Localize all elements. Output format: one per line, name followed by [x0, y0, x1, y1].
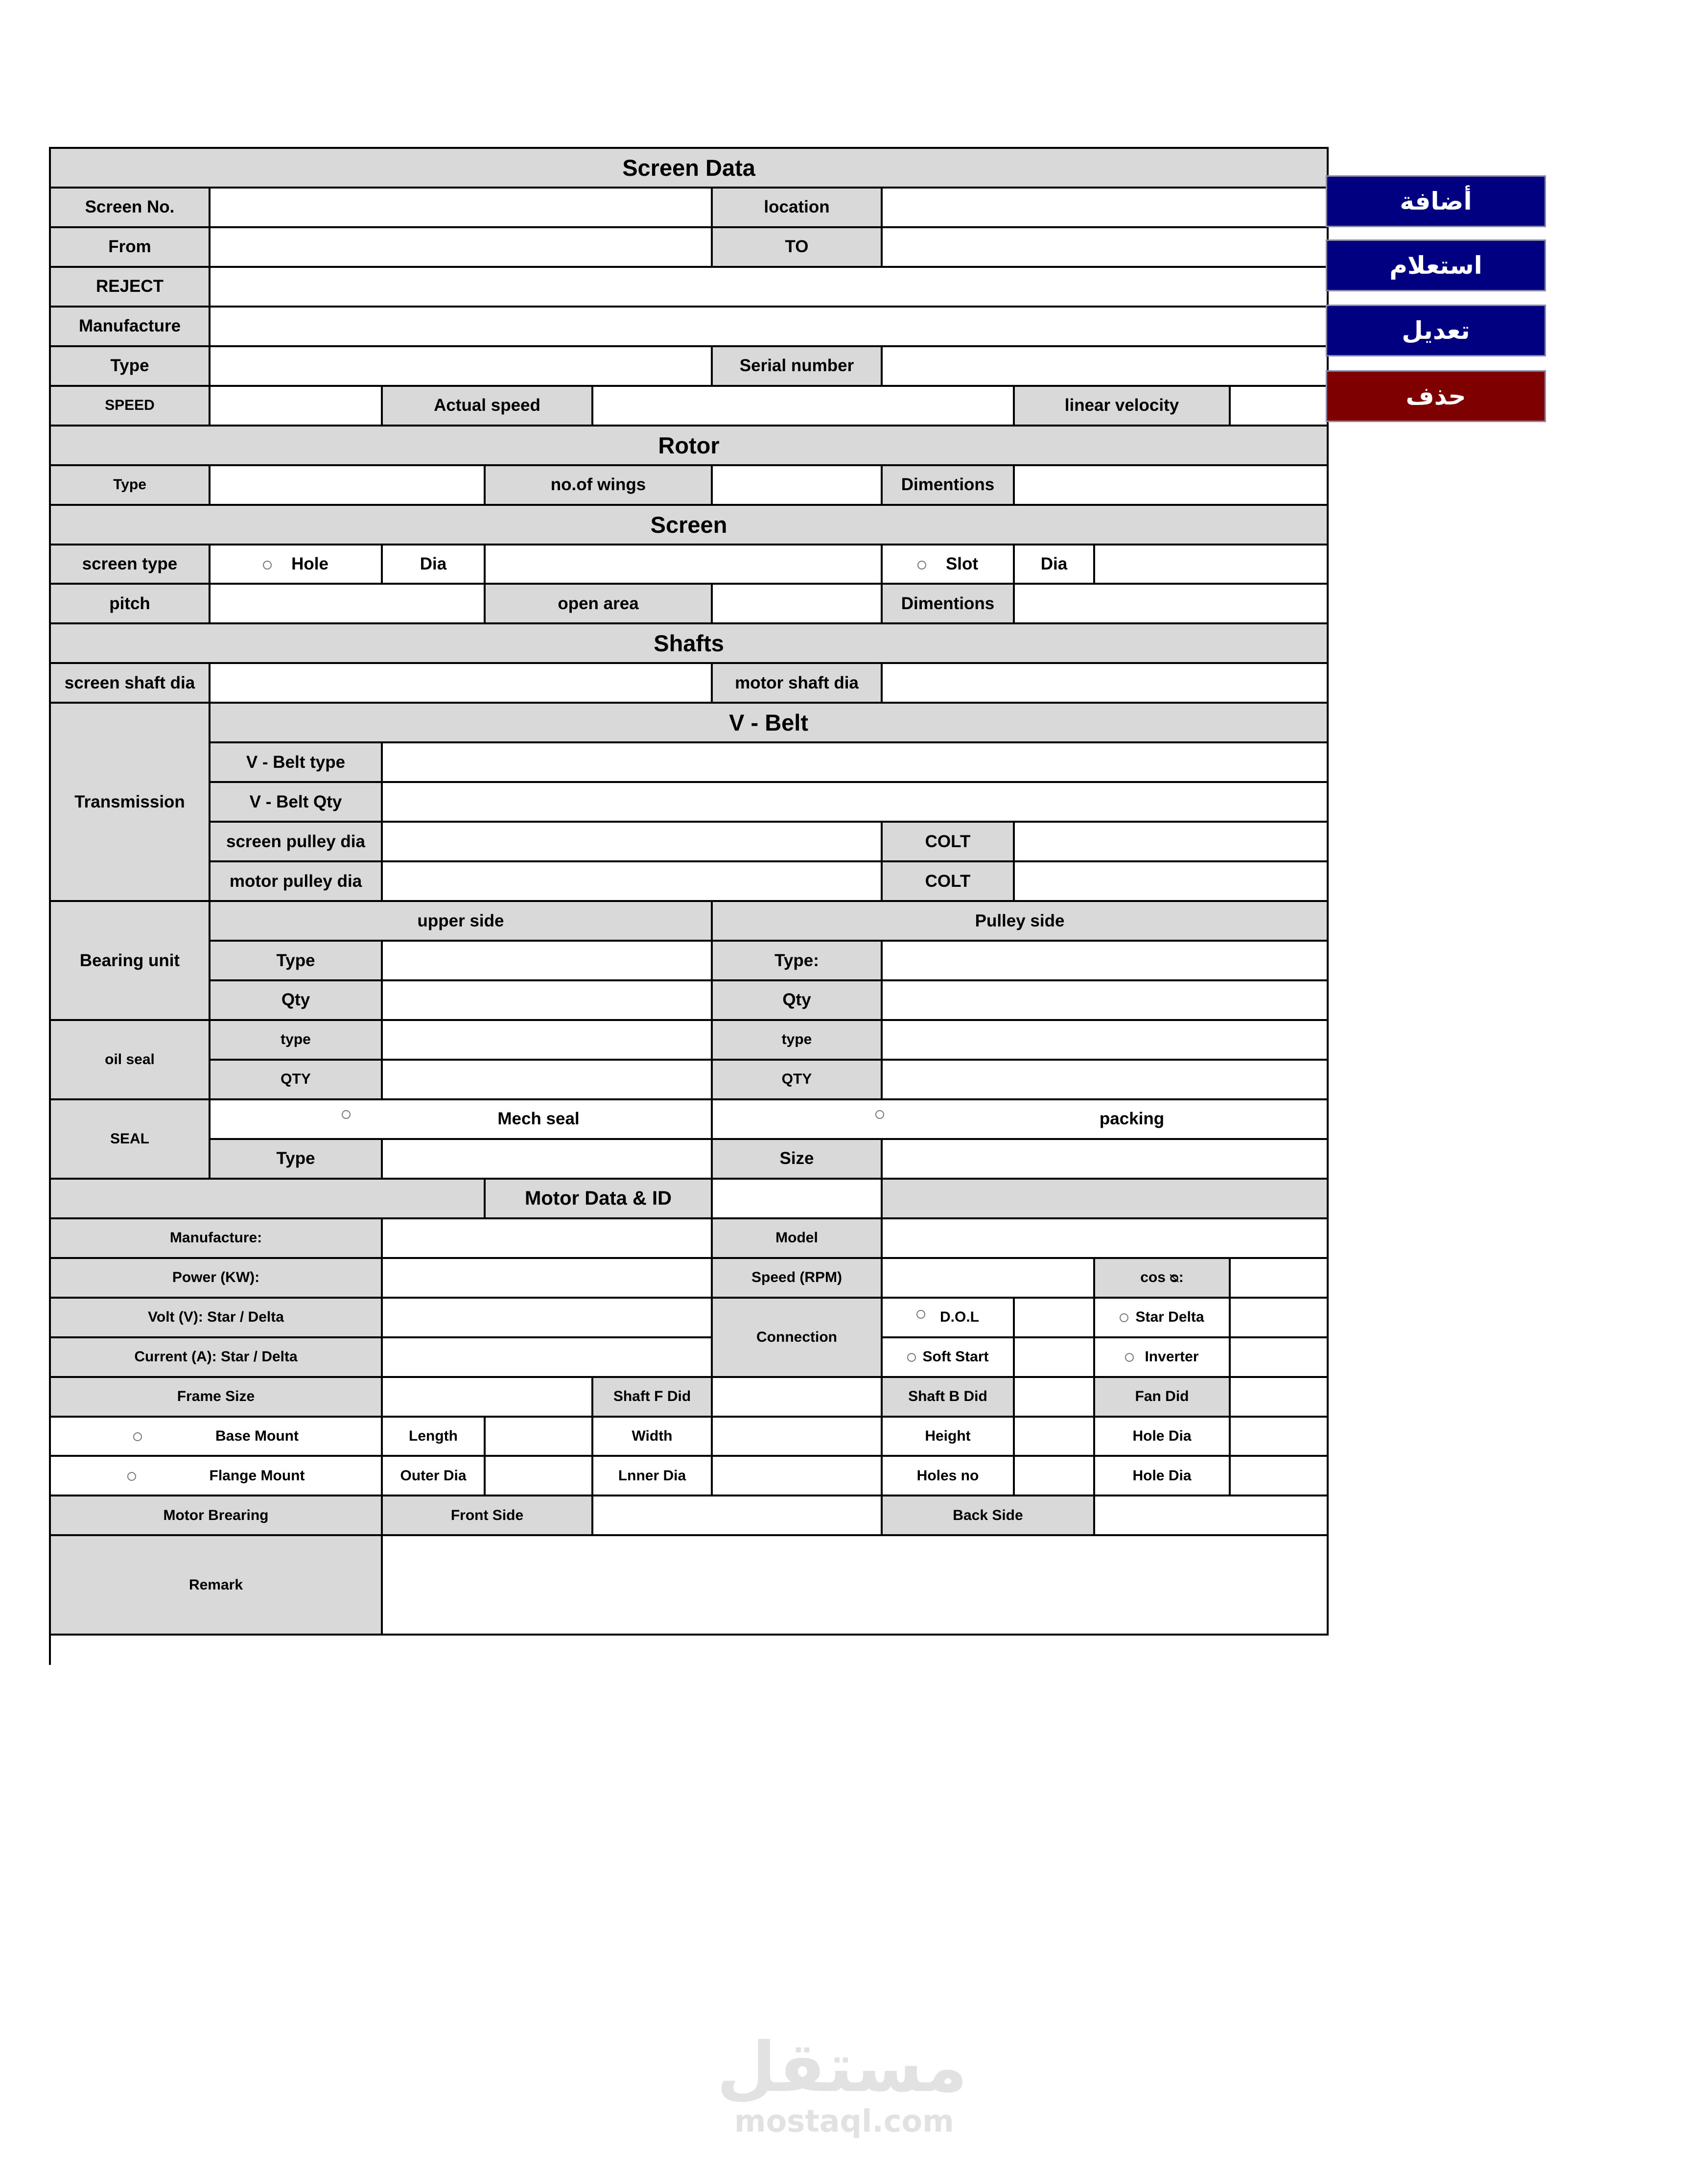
from-label: From — [50, 227, 210, 267]
screen-pulley-colt-input[interactable] — [1014, 822, 1328, 861]
holes-no-input[interactable] — [1014, 1456, 1094, 1496]
cos-label: cos ᴓ: — [1094, 1258, 1230, 1298]
motor-pulley-dia-label: motor pulley dia — [210, 861, 382, 901]
pulley-side-label: Pulley side — [712, 901, 1328, 941]
v-belt-type-input[interactable] — [382, 742, 1328, 782]
upper-oil-seal-qty-input[interactable] — [382, 1060, 712, 1099]
motor-model-input[interactable] — [882, 1218, 1328, 1258]
actual-speed-label: Actual speed — [382, 386, 592, 426]
open-area-label: open area — [485, 584, 712, 623]
flange-hole-dia-label: Hole Dia — [1094, 1456, 1230, 1496]
length-label: Length — [382, 1417, 485, 1456]
motor-shaft-dia-label: motor shaft dia — [712, 663, 882, 703]
base-mount-radio[interactable] — [133, 1432, 142, 1441]
slot-dia-input[interactable] — [1094, 545, 1328, 584]
base-hole-dia-input[interactable] — [1230, 1417, 1328, 1456]
inverter-option[interactable] — [1094, 1337, 1230, 1377]
soft-start-label: Soft Start — [922, 1349, 989, 1365]
flange-hole-dia-input[interactable] — [1230, 1456, 1328, 1496]
star-delta-input[interactable] — [1230, 1298, 1328, 1337]
volt-input[interactable] — [382, 1298, 712, 1337]
seal-type-input[interactable] — [382, 1139, 712, 1179]
no-of-wings-label: no.of wings — [485, 465, 712, 505]
mech-seal-label: Mech seal — [497, 1109, 580, 1129]
screen-shaft-dia-input[interactable] — [210, 663, 712, 703]
pulley-bearing-type-input[interactable] — [882, 941, 1328, 980]
soft-start-input[interactable] — [1014, 1337, 1094, 1377]
frame-size-label: Frame Size — [50, 1377, 382, 1417]
seal-size-input[interactable] — [882, 1139, 1328, 1179]
front-side-input[interactable] — [592, 1496, 882, 1535]
open-area-input[interactable] — [712, 584, 882, 623]
serial-number-input[interactable] — [882, 346, 1328, 386]
rotor-type-input[interactable] — [210, 465, 485, 505]
speed-label: SPEED — [50, 386, 210, 426]
mech-seal-radio[interactable] — [342, 1110, 351, 1119]
volt-label: Volt (V): Star / Delta — [50, 1298, 382, 1337]
flange-mount-option[interactable] — [50, 1456, 382, 1496]
height-input[interactable] — [1014, 1417, 1094, 1456]
speed-rpm-label: Speed (RPM) — [712, 1258, 882, 1298]
shaft-b-did-label: Shaft B Did — [882, 1377, 1014, 1417]
v-belt-heading: V - Belt — [210, 703, 1328, 742]
page-left-edge — [49, 1626, 51, 1665]
slot-radio[interactable] — [917, 561, 926, 570]
type-label: Type — [50, 346, 210, 386]
pulley-oil-seal-qty-label: QTY — [712, 1060, 882, 1099]
back-side-label: Back Side — [882, 1496, 1094, 1535]
motor-model-label: Model — [712, 1218, 882, 1258]
inverter-radio[interactable] — [1125, 1353, 1134, 1362]
pulley-bearing-type-label: Type: — [712, 941, 882, 980]
hole-dia-label: Dia — [382, 545, 485, 584]
base-mount-option[interactable] — [50, 1417, 382, 1456]
packing-label: packing — [1099, 1109, 1165, 1129]
form-title: Screen Data — [50, 148, 1328, 188]
cos-input[interactable] — [1230, 1258, 1328, 1298]
hole-dia-input[interactable] — [485, 545, 882, 584]
screen-type-label: screen type — [50, 545, 210, 584]
location-input[interactable] — [882, 188, 1328, 227]
hole-radio[interactable] — [263, 561, 272, 570]
dol-input[interactable] — [1014, 1298, 1094, 1337]
flange-mount-radio[interactable] — [127, 1472, 136, 1481]
rotor-dimentions-label: Dimentions — [882, 465, 1014, 505]
v-belt-qty-input[interactable] — [382, 782, 1328, 822]
dol-label: D.O.L — [940, 1309, 979, 1326]
slot-option[interactable] — [882, 545, 1014, 584]
dol-radio[interactable] — [916, 1310, 925, 1319]
upper-oil-seal-type-input[interactable] — [382, 1020, 712, 1060]
holes-no-label: Holes no — [882, 1456, 1014, 1496]
screen-pulley-dia-input[interactable] — [382, 822, 882, 861]
screen-data-form — [49, 147, 1329, 1636]
no-of-wings-input[interactable] — [712, 465, 882, 505]
seal-label: SEAL — [50, 1099, 210, 1179]
v-belt-type-label: V - Belt type — [210, 742, 382, 782]
reject-input[interactable] — [210, 267, 1328, 307]
screen-pulley-dia-label: screen pulley dia — [210, 822, 382, 861]
base-mount-label: Base Mount — [215, 1427, 299, 1444]
shafts-heading: Shafts — [50, 623, 1328, 663]
seal-type-label: Type — [210, 1139, 382, 1179]
motor-heading-filler — [882, 1179, 1328, 1218]
star-delta-radio[interactable] — [1120, 1313, 1128, 1322]
upper-oil-seal-type-label: type — [210, 1020, 382, 1060]
linear-velocity-label: linear velocity — [1014, 386, 1230, 426]
reject-label: REJECT — [50, 267, 210, 307]
packing-radio[interactable] — [875, 1110, 884, 1119]
height-label: Height — [882, 1417, 1014, 1456]
slot-label: Slot — [945, 554, 979, 573]
flange-mount-label: Flange Mount — [209, 1467, 305, 1484]
upper-bearing-qty-input[interactable] — [382, 980, 712, 1020]
motor-manufacture-label: Manufacture: — [50, 1218, 382, 1258]
base-hole-dia-label: Hole Dia — [1094, 1417, 1230, 1456]
screen-pulley-colt-label: COLT — [882, 822, 1014, 861]
packing-option[interactable] — [712, 1099, 1328, 1139]
bearing-unit-label: Bearing unit — [50, 901, 210, 1020]
upper-bearing-type-label: Type — [210, 941, 382, 980]
shaft-f-did-label: Shaft F Did — [592, 1377, 712, 1417]
mech-seal-option[interactable] — [210, 1099, 712, 1139]
screen-heading: Screen — [50, 505, 1328, 545]
inverter-label: Inverter — [1145, 1349, 1199, 1365]
to-label: TO — [712, 227, 882, 267]
length-input[interactable] — [485, 1417, 592, 1456]
remark-input[interactable] — [382, 1535, 1328, 1635]
speed-rpm-input[interactable] — [882, 1258, 1094, 1298]
location-label: location — [712, 188, 882, 227]
oil-seal-label: oil seal — [50, 1020, 210, 1099]
screen-dimentions-input[interactable] — [1014, 584, 1328, 623]
pulley-oil-seal-qty-input[interactable] — [882, 1060, 1328, 1099]
pulley-oil-seal-type-input[interactable] — [882, 1020, 1328, 1060]
rotor-type-label: Type — [50, 465, 210, 505]
upper-oil-seal-qty-label: QTY — [210, 1060, 382, 1099]
seal-size-label: Size — [712, 1139, 882, 1179]
connection-label: Connection — [712, 1298, 882, 1377]
shaft-b-did-input[interactable] — [1014, 1377, 1094, 1417]
upper-side-label: upper side — [210, 901, 712, 941]
inverter-input[interactable] — [1230, 1337, 1328, 1377]
motor-heading: Motor Data & ID — [485, 1179, 712, 1218]
hole-option[interactable] — [210, 545, 382, 584]
power-input[interactable] — [382, 1258, 712, 1298]
query-button[interactable]: استعلام — [1326, 239, 1546, 291]
watermark-arabic: مستقل — [716, 2028, 968, 2108]
motor-pulley-dia-input[interactable] — [382, 861, 882, 901]
motor-manufacture-input[interactable] — [382, 1218, 712, 1258]
linear-velocity-input[interactable] — [1230, 386, 1328, 426]
pulley-bearing-qty-label: Qty — [712, 980, 882, 1020]
hole-label: Hole — [291, 554, 328, 573]
outer-dia-label: Outer Dia — [382, 1456, 485, 1496]
motor-bearing-label: Motor Brearing — [50, 1496, 382, 1535]
current-label: Current (A): Star / Delta — [50, 1337, 382, 1377]
pitch-input[interactable] — [210, 584, 485, 623]
soft-start-radio[interactable] — [907, 1353, 916, 1362]
watermark-url: mostaql.com — [734, 2103, 954, 2139]
dol-option[interactable] — [882, 1298, 1014, 1337]
remark-label: Remark — [50, 1535, 382, 1635]
width-input[interactable] — [712, 1417, 882, 1456]
motor-heading-spacer — [50, 1179, 485, 1218]
motor-pulley-colt-label: COLT — [882, 861, 1014, 901]
back-side-input[interactable] — [1094, 1496, 1328, 1535]
pulley-bearing-qty-input[interactable] — [882, 980, 1328, 1020]
frame-size-input[interactable] — [382, 1377, 592, 1417]
rotor-dimentions-input[interactable] — [1014, 465, 1328, 505]
add-button[interactable]: أضافة — [1326, 175, 1546, 227]
width-label: Width — [592, 1417, 712, 1456]
serial-number-label: Serial number — [712, 346, 882, 386]
slot-dia-label: Dia — [1014, 545, 1094, 584]
screen-no-input[interactable] — [210, 188, 712, 227]
edit-button[interactable]: تعديل — [1326, 305, 1546, 356]
current-input[interactable] — [382, 1337, 712, 1377]
manufacture-input[interactable] — [210, 307, 1328, 346]
upper-bearing-type-input[interactable] — [382, 941, 712, 980]
rotor-heading: Rotor — [50, 426, 1328, 465]
screen-no-label: Screen No. — [50, 188, 210, 227]
inner-dia-input[interactable] — [712, 1456, 882, 1496]
screen-dimentions-label: Dimentions — [882, 584, 1014, 623]
fan-did-label: Fan Did — [1094, 1377, 1230, 1417]
manufacture-label: Manufacture — [50, 307, 210, 346]
front-side-label: Front Side — [382, 1496, 592, 1535]
v-belt-qty-label: V - Belt Qty — [210, 782, 382, 822]
pulley-oil-seal-type-label: type — [712, 1020, 882, 1060]
inner-dia-label: Lnner Dia — [592, 1456, 712, 1496]
soft-start-option[interactable] — [882, 1337, 1014, 1377]
motor-id-input[interactable] — [712, 1179, 882, 1218]
type-input[interactable] — [210, 346, 712, 386]
delete-button[interactable]: حذف — [1326, 370, 1546, 422]
actual-speed-input[interactable] — [592, 386, 1014, 426]
speed-input[interactable] — [210, 386, 382, 426]
upper-bearing-qty-label: Qty — [210, 980, 382, 1020]
fan-did-input[interactable] — [1230, 1377, 1328, 1417]
power-label: Power (KW): — [50, 1258, 382, 1298]
outer-dia-input[interactable] — [485, 1456, 592, 1496]
star-delta-option[interactable] — [1094, 1298, 1230, 1337]
transmission-label: Transmission — [50, 703, 210, 901]
motor-pulley-colt-input[interactable] — [1014, 861, 1328, 901]
shaft-f-did-input[interactable] — [712, 1377, 882, 1417]
star-delta-label: Star Delta — [1135, 1309, 1204, 1326]
pitch-label: pitch — [50, 584, 210, 623]
screen-shaft-dia-label: screen shaft dia — [50, 663, 210, 703]
to-input[interactable] — [882, 227, 1328, 267]
motor-shaft-dia-input[interactable] — [882, 663, 1328, 703]
from-input[interactable] — [210, 227, 712, 267]
